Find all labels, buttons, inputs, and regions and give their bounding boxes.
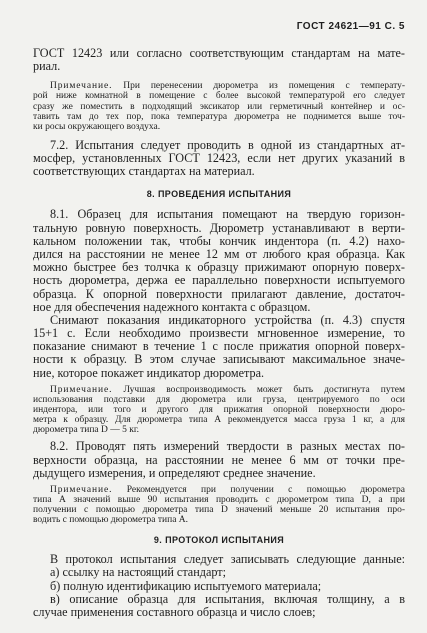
list-item-b: б) полную идентификацию испытуемого материала; (50, 578, 322, 593)
note-text: Рекомендуется при получении с помощью дюрометра (126, 484, 406, 495)
text-line: Снимают показания индикаторного устройства (п. 4.3) спустя (50, 312, 405, 327)
text-line: рой ниже комнатной в помещение с более высокой температурой его следует (33, 91, 405, 102)
note-7-1 (33, 81, 405, 131)
text-line: образца. К опорной поверхности прилагают давление, достаточ- (33, 286, 405, 301)
note-8-2 (33, 485, 405, 525)
text-line: индентора, или того и другого для прижатия опорной поверхности дюро- (33, 405, 405, 416)
text-line: мосфер, установленных ГОСТ 12423, если нет других указаний в (33, 151, 405, 166)
text-line: водить с помощью дюрометра типа А. (33, 515, 189, 526)
text-line (33, 385, 405, 395)
list-item-a: а) ссылку на настоящий стандарт; (50, 565, 226, 580)
text-line: ние, которое покажет индикатор дюрометра. (33, 365, 265, 380)
paragraph-9-intro: В протокол испытания следует записывать следующие данные: (50, 552, 405, 567)
paragraph-9-report (33, 553, 405, 619)
text-line: 7.2. Испытания следует проводить в одной из стандартных ат- (50, 137, 405, 152)
text-line: 8.2. Проводят пять измерений твердости в разных местах по- (50, 439, 405, 454)
text-line: дился на расстоянии не менее 12 мм от любого края образца. Как (33, 246, 405, 261)
text-line: ность дюрометра, держа ее параллельно поверхности испытуемого (33, 273, 405, 288)
text-line (33, 485, 405, 495)
text-line: метра к образцу. Для дюрометра типа А рекомендуется масса груза 1 кг, а для (33, 415, 405, 426)
text-line: верхности образца, на расстоянии не менее 6 мм от точки пре- (33, 452, 405, 467)
paragraph-8-1-reading (33, 314, 405, 380)
text-line: типа А значений выше 90 испытания проводить с дюрометром типа D, а при (33, 494, 405, 505)
note-text: Лучшая воспроизводимость может быть достигнута путем (123, 384, 405, 395)
paragraph-8-2 (33, 440, 405, 480)
text-line: сразу же поместить в подходящий эксикатор или герметичный контейнер и ос- (33, 101, 405, 112)
text-line: ности к образцу. В этом случае записывают максимальное значе- (33, 352, 405, 367)
note-text: При перенесении дюрометра из помещения с температу- (123, 81, 406, 92)
text-line: показание снимают в течение 1 с после прижатия опорной поверх- (33, 339, 405, 354)
note-label: Примечание. (50, 384, 113, 395)
text-line: дюрометра типа D — 5 кг. (33, 425, 140, 436)
paragraph-7-2 (33, 139, 405, 179)
text-line (33, 81, 405, 91)
text-line: соответствующих стандартах на материал. (33, 164, 255, 179)
note-label: Примечание. (50, 81, 113, 92)
text-line: риал. (33, 59, 61, 74)
page-header: ГОСТ 24621—91 С. 5 (296, 21, 405, 32)
list-item-c: в) описание образца для испытания, включая толщину, а в (50, 591, 405, 606)
text-line: кальном положении так, чтобы кончик индентора (п. 4.2) нахо- (33, 233, 405, 248)
text-line: дыдущего измерения, и определяют среднее значение. (33, 465, 316, 480)
text-line: ГОСТ 12423 или согласно соответствующим стандартам на мате- (33, 46, 405, 60)
text-line: ное для обеспечения надежного контакта с образцом. (33, 299, 311, 314)
text-line: тавить там до тех пор, пока температура дюрометра не поднимется выше точ- (33, 111, 405, 122)
paragraph-8-1 (33, 208, 405, 314)
text-line: можно быстрее без толчка к образцу прижимают опорную поверх- (33, 260, 405, 275)
note-label: Примечание. (50, 484, 113, 495)
text-line: ки росы окружающего воздуха. (33, 121, 161, 132)
list-item-c-continuation: случае применения составного образца и число слоев; (33, 605, 316, 619)
text-line: использования подставки для дюрометра или груза, центрируемого по оси (33, 394, 405, 405)
paragraph-7-1-continuation (33, 47, 405, 73)
text-line: 15+1 с. Если необходимо произвести мгновенное измерение, то (33, 326, 405, 341)
note-8-1 (33, 385, 405, 435)
text-line: 8.1. Образец для испытания помещают на твердую горизон- (50, 207, 405, 222)
section-9-heading: 9. ПРОТОКОЛ ИСПЫТАНИЯ (153, 535, 285, 546)
section-8-heading: 8. ПРОВЕДЕНИЯ ИСПЫТАНИЯ (146, 189, 292, 200)
text-line: тальную ровную поверхность. Дюрометр устанавливают в верти- (33, 220, 405, 235)
text-line: получении с помощью дюрометра типа D значений меньше 20 испытания про- (33, 505, 405, 516)
